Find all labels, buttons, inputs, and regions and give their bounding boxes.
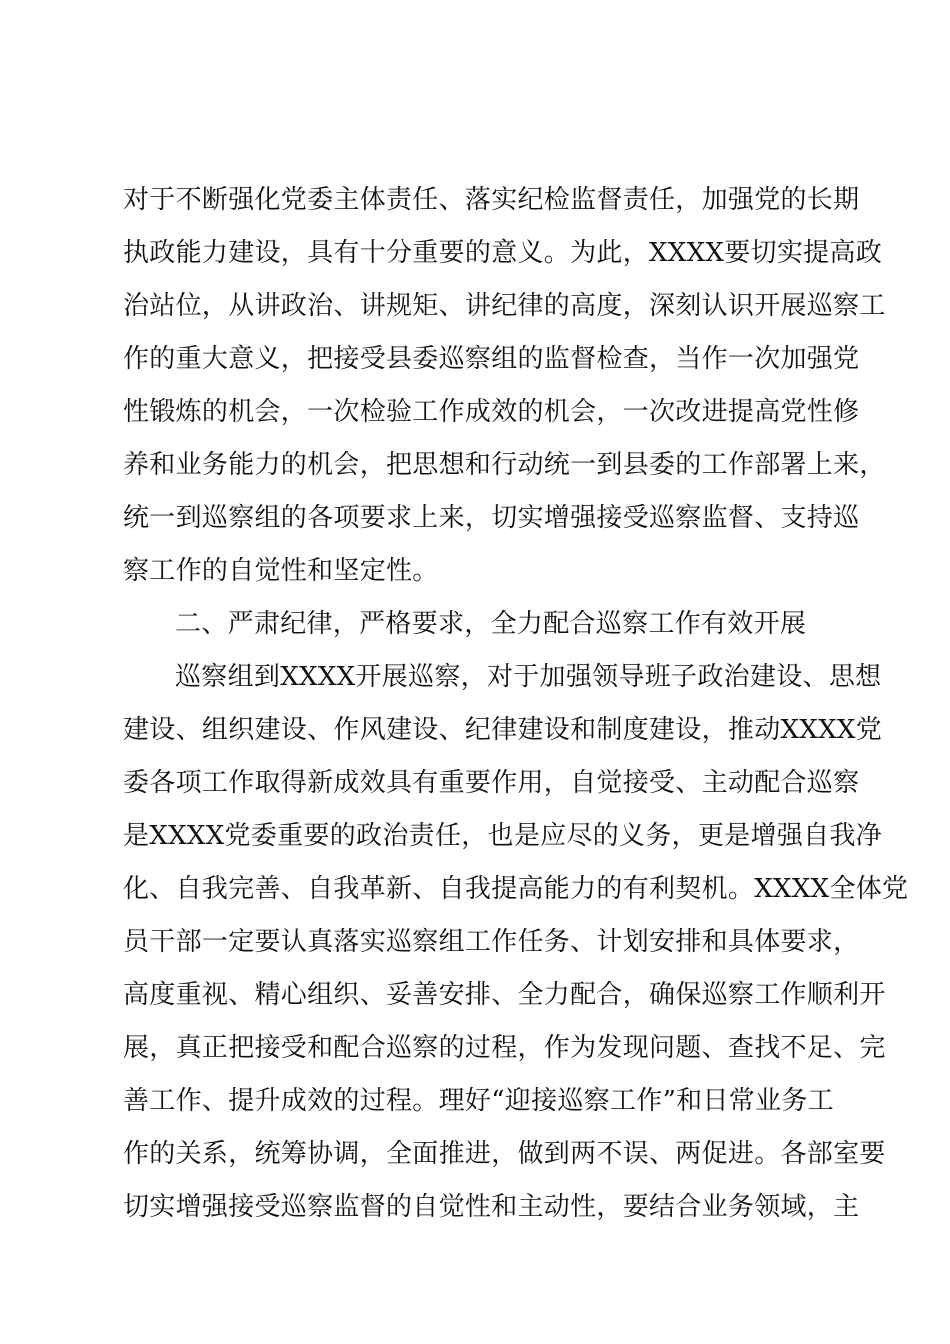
- text-line-8: 察工作的自觉性和坚定性。: [123, 556, 439, 586]
- text-line-1: 对于不断强化党委主体责任、落实纪检监督责任，加强党的长期: [123, 185, 860, 215]
- text-line-7: 统一到巡察组的各项要求上来，切实增强接受巡察监督、支持巡: [123, 503, 860, 533]
- text-line-3: 治站位，从讲政治、讲规矩、讲纪律的高度，深刻认识开展巡察工: [123, 291, 886, 321]
- text-line-16: 高度重视、精心组织、妥善安排、全力配合，确保巡察工作顺利开: [123, 980, 886, 1010]
- text-line-15: 员干部一定要认真落实巡察组工作任务、计划安排和具体要求，: [123, 927, 860, 957]
- text-line-20: 切实增强接受巡察监督的自觉性和主动性，要结合业务领域，主: [123, 1192, 860, 1222]
- text-line-5: 性锻炼的机会，一次检验工作成效的机会，一次改进提高党性修: [123, 397, 860, 427]
- text-line-18: 善工作、提升成效的过程。理好“迎接巡察工作”和日常业务工: [123, 1086, 834, 1116]
- text-line-4: 作的重大意义，把接受县委巡察组的监督检查，当作一次加强党: [123, 344, 860, 374]
- text-line-13: 是XXXX党委重要的政治责任，也是应尽的义务，更是增强自我净: [123, 821, 883, 851]
- text-line-6: 养和业务能力的机会，把思想和行动统一到县委的工作部署上来，: [123, 450, 886, 480]
- text-line-14: 化、自我完善、自我革新、自我提高能力的有利契机。XXXX全体党: [123, 874, 909, 904]
- text-line-19: 作的关系，统筹协调，全面推进，做到两不误、两促进。各部室要: [123, 1139, 886, 1169]
- text-line-10: 巡察组到XXXX开展巡察，对于加强领导班子政治建设、思想: [175, 662, 882, 692]
- text-line-12: 委各项工作取得新成效具有重要作用，自觉接受、主动配合巡察: [123, 768, 860, 798]
- text-line-2: 执政能力建设，具有十分重要的意义。为此，XXXX要切实提高政: [123, 238, 883, 268]
- section-heading: 二、严肃纪律，严格要求，全力配合巡察工作有效开展: [175, 609, 807, 639]
- text-line-17: 展，真正把接受和配合巡察的过程，作为发现问题、查找不足、完: [123, 1033, 886, 1063]
- text-line-11: 建设、组织建设、作风建设、纪律建设和制度建设，推动XXXX党: [123, 715, 883, 745]
